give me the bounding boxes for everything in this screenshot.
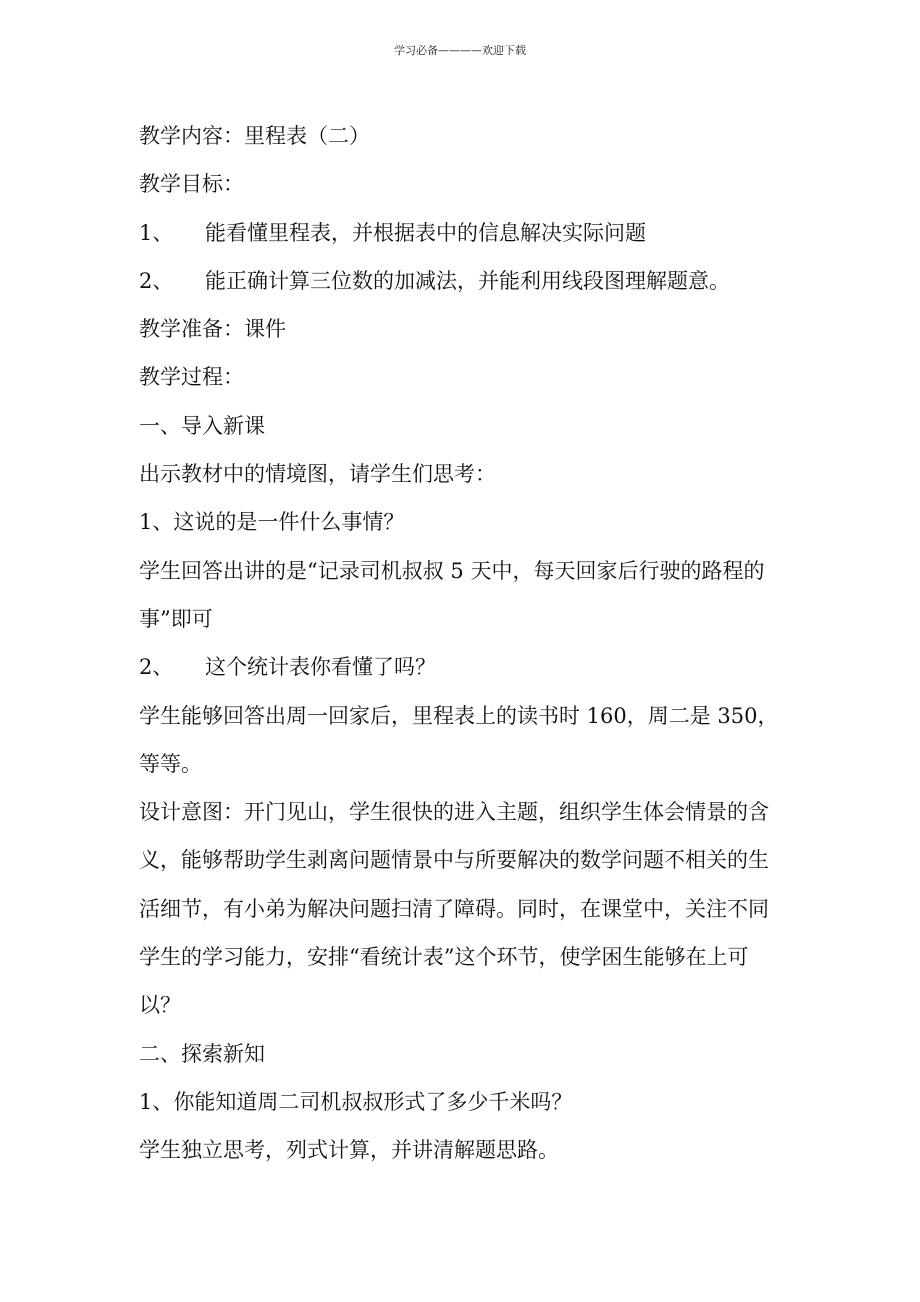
goal-item-1-number: 1、 xyxy=(139,220,174,245)
lesson-prep-line: 教学准备：课件 xyxy=(139,317,286,342)
section-1-heading: 一、导入新课 xyxy=(139,413,265,438)
paragraph-line: 学生回答出讲的是“记录司机叔叔 5 天中，每天回家后行驶的路程的 xyxy=(139,558,765,583)
paragraph-line: 等等。 xyxy=(139,751,202,776)
lesson-goals-heading: 教学目标： xyxy=(139,172,244,197)
goal-item-1 xyxy=(139,209,789,257)
goal-item-2 xyxy=(139,257,789,305)
lesson-content-line: 教学内容：里程表（二） xyxy=(139,124,370,148)
paragraph-line: 学生独立思考，列式计算，并讲清解题思路。 xyxy=(139,1138,559,1163)
lesson-process-heading: 教学过程： xyxy=(139,365,244,390)
section-2-heading: 二、探索新知 xyxy=(139,1041,265,1066)
question-2 xyxy=(139,643,789,691)
question-3: 1、你能知道周二司机叔叔形式了多少千米吗？ xyxy=(139,1089,573,1114)
document-body xyxy=(139,112,789,1175)
paragraph-line: 义，能够帮助学生剥离问题情景中与所要解决的数学问题不相关的生 xyxy=(139,848,769,873)
paragraph-line: 事”即可 xyxy=(139,606,213,631)
goal-item-2-text: 能正确计算三位数的加减法，并能利用线段图理解题意。 xyxy=(205,268,730,293)
goal-item-2-number: 2、 xyxy=(139,268,174,293)
paragraph-line: 以？ xyxy=(139,993,181,1018)
paragraph-line: 学生的学习能力，安排“看统计表”这个环节，使学困生能够在上可 xyxy=(139,945,749,970)
design-intent-line: 设计意图：开门见山，学生很快的进入主题，组织学生体会情景的含 xyxy=(139,800,769,825)
question-2-text: 这个统计表你看懂了吗？ xyxy=(205,655,436,680)
page-header: 学习必备————欢迎下载 xyxy=(394,44,526,57)
question-1: 1、这说的是一件什么事情？ xyxy=(139,510,405,535)
goal-item-1-text: 能看懂里程表，并根据表中的信息解决实际问题 xyxy=(205,220,646,245)
paragraph-line: 活细节，有小弟为解决问题扫清了障碍。同时，在课堂中，关注不同 xyxy=(139,896,769,921)
question-2-number: 2、 xyxy=(139,655,174,680)
paragraph-line: 学生能够回答出周一回家后，里程表上的读书时 160，周二是 350， xyxy=(139,703,779,728)
paragraph-line: 出示教材中的情境图，请学生们思考： xyxy=(139,462,496,487)
